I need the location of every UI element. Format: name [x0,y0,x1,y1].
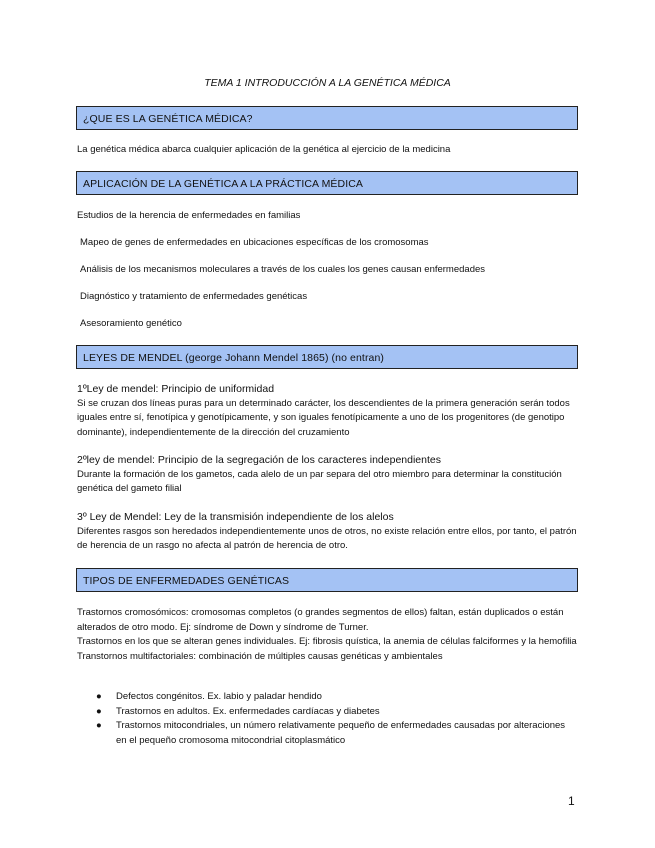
bullet-icon: ● [96,691,102,702]
page-number: 1 [568,794,575,808]
list-item: Estudios de la herencia de enfermedades en familias [77,210,301,221]
list-item: ● Defectos congénitos. Ex. labio y paladar hendido [96,690,566,705]
law-3-text: Diferentes rasgos son heredados independientemente unos de otros, no existe relación entre ellos, por tanto, el patrón de herencia de un rasgo no afecta al patrón de herencia de otro. [77,525,577,551]
law-1-text: Si se cruzan dos líneas puras para un determinado carácter, los descendientes de la primera generación serán todos iguales entre sí, fenotípica y genotípicamente, y son iguales fenotípicamente a uno de los progenitores (de genotipo dominante), independientemente de la dirección del cruzamiento [77,397,570,438]
section-text-definition: La genética médica abarca cualquier aplicación de la genética al ejercicio de la medicina [77,144,451,155]
list-item: Análisis de los mecanismos moleculares a través de los cuales los genes causan enfermedades [80,264,486,275]
chromosomal-disorders-text: Trastornos cromosómicos: cromosomas completos (o grandes segmentos de ellos) faltan, están duplicados o están alterados de otro modo. Ej: síndrome de Down y síndrome de Turner. [77,607,564,633]
law-1 [77,382,577,440]
law-3-title: 3º Ley de Mendel: Ley de la transmisión independiente de los alelos [77,511,394,523]
law-3 [77,510,577,554]
section-heading-que-es: ¿QUE ES LA GENÉTICA MÉDICA? [76,106,578,130]
multifactorial-disorders-text: Transtornos multifactoriales: combinación de múltiples causas genéticas y ambientales [77,650,443,662]
disorders-paragraphs [77,606,577,664]
law-2 [77,453,577,497]
bullet-icon: ● [96,720,102,731]
single-gene-disorders-text: Trastornos en los que se alteran genes individuales. Ej: fibrosis quística, la anemia de células falciformes y la hemofilia [77,636,577,647]
bullet-list [96,690,566,748]
section-heading-tipos: TIPOS DE ENFERMEDADES GENÉTICAS [76,568,578,592]
list-item: Diagnóstico y tratamiento de enfermedades genéticas [80,291,308,302]
law-1-title: 1ºLey de mendel: Principio de uniformidad [77,383,275,395]
list-item: Asesoramiento genético [80,318,182,329]
list-item: ● Trastornos mitocondriales, un número relativamente pequeño de enfermedades causadas por alteraciones en el pequeño cromosoma mitocondrial citoplasmático [96,720,566,746]
law-2-title: 2ºley de mendel: Principio de la segregación de los caracteres independientes [77,454,441,466]
list-item: Mapeo de genes de enfermedades en ubicaciones específicas de los cromosomas [80,237,429,248]
law-2-text: Durante la formación de los gametos, cada alelo de un par separa del otro miembro para determinar la constitución genética del gameto filial [77,468,562,494]
section-heading-aplicacion: APLICACIÓN DE LA GENÉTICA A LA PRÁCTICA MÉDICA [76,171,578,195]
section-heading-leyes: LEYES DE MENDEL (george Johann Mendel 1865) (no entran) [76,345,578,369]
bullet-icon: ● [96,705,102,717]
list-item: ● Trastornos en adultos. Ex. enfermedades cardíacas y diabetes [96,705,566,720]
page-title: TEMA 1 INTRODUCCIÓN A LA GENÉTICA MÉDICA [204,77,451,89]
